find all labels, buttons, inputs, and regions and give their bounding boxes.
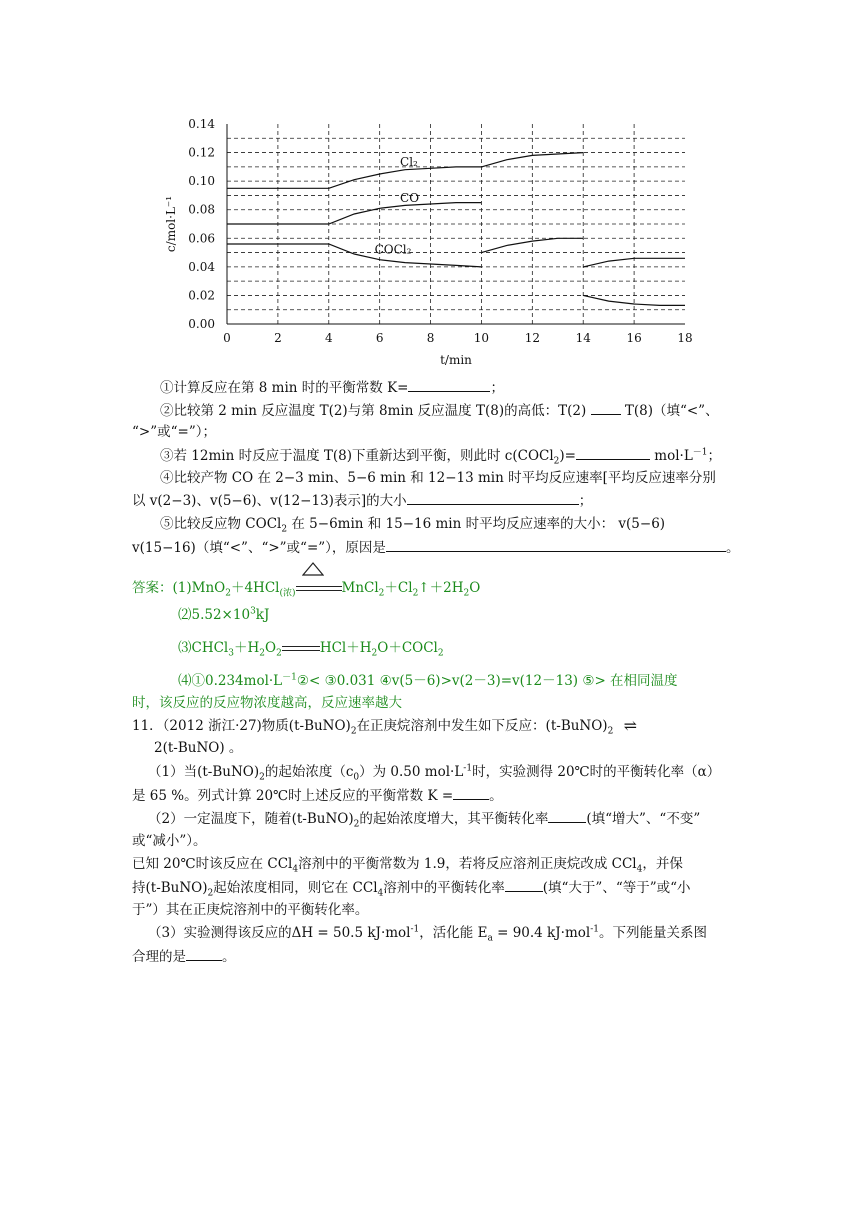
ans1-part: MnCl — [341, 580, 379, 596]
question-1 — [160, 377, 504, 398]
ans4-sup: －1 — [282, 672, 297, 683]
p2-part: (填“大于”、“等于”或“小 — [542, 880, 691, 896]
ans2-unit: kJ — [255, 607, 270, 623]
x-tick-label: 16 — [626, 331, 642, 345]
q5-end: 。 — [725, 540, 740, 556]
ans2-text: ⑵5.52×10 — [178, 607, 251, 623]
p3-part: ，活化能 E — [419, 925, 488, 941]
y-tick-label: 0.02 — [188, 288, 215, 303]
p1-part: 时，实验测得 20℃时的平衡转化率（α） — [472, 764, 721, 780]
p2-part: 溶剂中的平衡常数为 1.9，若将反应溶剂正庚烷改成 CCl — [298, 856, 637, 872]
ans1-part: ↑＋2H — [418, 580, 464, 596]
reversible-arrow-icon — [618, 721, 648, 733]
blank-conv — [548, 808, 586, 823]
equals-arrow-icon — [296, 583, 342, 595]
y-tick-label: 0.12 — [188, 145, 215, 160]
x-tick-label: 8 — [426, 331, 435, 345]
p3-part: 合理的是 — [132, 949, 186, 965]
x-tick-label: 4 — [324, 331, 333, 345]
p11-part: 11．（2012 浙江·27)物质(t-BuNO) — [132, 718, 351, 734]
ans3-part: O — [265, 640, 277, 656]
y-tick-label: 0.00 — [188, 317, 215, 331]
ans1-part: O — [469, 580, 481, 596]
p11-part: 2(t-BuNO) 。 — [154, 740, 243, 756]
p1-part: 的起始浓度（c — [264, 764, 354, 780]
q3-unit: mol·L — [654, 448, 693, 464]
p2-part: 的起始浓度增大，其平衡转化率 — [359, 811, 549, 827]
x-tick-label: 14 — [575, 331, 591, 345]
ans1-part: ＋4HCl — [230, 580, 280, 596]
answer-4-cont — [132, 693, 402, 713]
answer-label: 答案： — [132, 580, 173, 596]
p1-part: （1）当(t-BuNO) — [148, 764, 260, 780]
answer-3: $⑶CHCl_3+H_2O_2$ $HCl+H_2O+COCl_2$ — [178, 640, 444, 659]
part-3: （3）实验测得该反应的ΔH = 50.5 kJ·mol$^{-1}$，活化能 $E_a = 90.4$ kJ·mol$^{-1}$。下列能量关系图 — [148, 924, 707, 944]
p1-part: ）为 0.50 mol·L — [359, 764, 464, 780]
q3-text: ③若 12min 时反应于温度 T(8)下重新达到平衡，则此时 c(COCl — [160, 448, 554, 464]
y-tick-label: 0.06 — [188, 231, 215, 246]
series-line — [227, 203, 481, 224]
question-4-cont — [132, 490, 592, 511]
part-2-cont — [132, 831, 207, 851]
blank-1 — [408, 377, 490, 392]
x-tick-label: 2 — [274, 331, 282, 345]
part-2-known: 已知 20℃时该反应在 CCl$_4$溶剂中的平衡常数为 1.9，若将反应溶剂正庚烷改成 CCl$_4$，并保 — [132, 856, 683, 875]
series-line — [227, 167, 481, 188]
x-tick-label: 6 — [375, 331, 384, 345]
blank-diagram — [186, 946, 222, 961]
ans1-part: ＋Cl — [384, 580, 413, 596]
p2-part: 于”）其在正庚烷溶剂中的平衡转化率。 — [132, 902, 369, 918]
ans1-sub: (浓) — [279, 588, 296, 599]
p2-part: 起始浓度相同，则它在 CCl — [213, 880, 378, 896]
part-2: （2）一定温度下，随着$(t-BuNO)_2$的起始浓度增大，其平衡转化率 (填“增大”、“不变” — [148, 808, 700, 829]
series-label: CO — [400, 190, 420, 205]
ans4-part: 时，该反应的反应物浓度越高，反应速率越大 — [132, 695, 402, 711]
y-tick-label: 0.08 — [188, 202, 215, 217]
answer-4 — [178, 671, 678, 691]
p11-part: 在正庚烷溶剂中发生如下反应：(t-BuNO) — [356, 718, 608, 734]
p3-part: （3）实验测得该反应的ΔH = 50.5 kJ·mol — [148, 925, 411, 941]
blank-2 — [591, 400, 621, 415]
q1-end: ； — [490, 380, 504, 396]
x-tick-label: 12 — [524, 331, 540, 345]
q3-text-b: )= — [559, 448, 576, 464]
q4-text-b: 以 v(2−3)、v(5−6)、v(12−13)表示]的大小 — [132, 493, 407, 509]
heat-triangle-icon — [302, 562, 324, 576]
y-axis-label: c/mol·L⁻¹ — [164, 195, 178, 253]
x-tick-label: 0 — [223, 331, 231, 345]
y-tick-label: 0.14 — [188, 117, 215, 131]
blank-ccl4 — [505, 877, 543, 892]
problem-11-cont — [154, 738, 242, 758]
p3-part: 。 — [222, 949, 236, 965]
blank-5 — [386, 537, 726, 552]
blank-k — [453, 785, 489, 800]
p2-part: 或“减小”）。 — [132, 833, 207, 849]
ans4-part: ⑷①0.234mol·L — [178, 673, 283, 689]
problem-11: 11．（2012 浙江·27)物质$(t-BuNO)_2$在正庚烷溶剂中发生如下反应：$(t-BuNO)_2$ ⇌ — [132, 716, 648, 736]
chart-svg — [150, 110, 710, 370]
answer-1: 答案：(1)MnO$_2$＋4HCl$_{(浓)}$ $MnCl_2+Cl_2↑+2H_2O$ — [132, 580, 481, 599]
part-2-known-end — [132, 900, 368, 920]
ans1-part: (1)MnO — [172, 580, 226, 596]
x-tick-label: 10 — [473, 331, 490, 345]
y-tick-label: 0.04 — [188, 259, 215, 274]
p2-part: 已知 20℃时该反应在 CCl — [132, 856, 293, 872]
q5-text-b: 在 5−6min 和 15−16 min 时平均反应速率的大小： v(5−6) — [291, 516, 666, 532]
q4-end: ； — [578, 493, 593, 509]
q5-text-c: v(15−16)（填“<”、“>”或“=”），原因是 — [132, 540, 386, 556]
series-line — [227, 244, 481, 267]
p1-part: 。 — [489, 788, 503, 804]
question-2-cont — [132, 422, 216, 442]
p2-part: ，并保 — [642, 856, 683, 872]
p2-part: （2）一定温度下，随着(t-BuNO) — [148, 811, 354, 827]
ans3-part: HCl＋H — [319, 640, 372, 656]
q2-text: ②比较第 2 min 反应温度 T(2)与第 8min 反应温度 T(8)的高低：T(2) — [160, 403, 587, 419]
part-2-known-cont: 持$(t-BuNO)_2$起始浓度相同，则它在 CCl$_4$溶剂中的平衡转化率 (填“大于”、“等于”或“小 — [132, 877, 691, 898]
p3-part: = 90.4 kJ·mol — [492, 925, 591, 941]
series-label: Cl₂ — [400, 155, 418, 170]
q2-text-c: “>”或“=”）； — [132, 424, 216, 440]
q4-text: ④比较产物 CO 在 2−3 min、5−6 min 和 12−13 min 时平均反应速率[平均反应速率分别 — [160, 470, 716, 486]
q3-end: ； — [707, 448, 722, 464]
ans4-part: ②< ③0.031 ④v(5－6)>v(2－3)=v(12－13) ⑤> 在相同温度 — [296, 673, 678, 689]
question-3: ③若 12min 时反应于温度 T(8)下重新达到平衡，则此时 c(COCl$_2$)= $mol\cdot L^{-1}$； — [160, 445, 721, 466]
y-tick-label: 0.10 — [188, 174, 215, 189]
ans3-part: O＋COCl — [377, 640, 438, 656]
blank-4 — [407, 490, 579, 505]
answer-2 — [178, 605, 269, 625]
equals-arrow-icon — [282, 643, 320, 655]
p2-part: 持(t-BuNO) — [132, 880, 208, 896]
part-1-cont — [132, 785, 503, 806]
q5-text: ⑤比较反应物 COCl — [160, 516, 282, 532]
concentration-time-chart — [150, 110, 710, 370]
q1-text: ①计算反应在第 8 min 时的平衡常数 K= — [160, 380, 409, 396]
p3-part: 。下列能量关系图 — [598, 925, 707, 941]
question-5-cont — [132, 537, 739, 558]
ans3-part: ⑶CHCl — [178, 640, 229, 656]
part-1: （1）当$(t-BuNO)_2$的起始浓度$(c_0)$为 0.50 $mol\cdot L^{-1}$时，实验测得 20℃时的平衡转化率（α） — [148, 763, 721, 783]
question-2 — [160, 400, 719, 421]
blank-3 — [576, 445, 650, 460]
part-3-cont — [132, 946, 236, 967]
ans2-sup: 3 — [250, 606, 256, 617]
x-axis-label: t/min — [440, 353, 472, 367]
question-5: ⑤比较反应物 COCl$_2$ 在 5−6min 和 15−16 min 时平均反应速率的大小： v(5−6) — [160, 516, 666, 535]
p2-part: (填“增大”、“不变” — [586, 811, 701, 827]
q2-text-b: T(8)（填“<”、 — [624, 403, 719, 419]
p2-part: 溶剂中的平衡转化率 — [383, 880, 505, 896]
p1-part: 是 65 %。列式计算 20℃时上述反应的平衡常数 K = — [132, 788, 454, 804]
question-4 — [160, 468, 716, 488]
series-label: COCl₂ — [374, 242, 412, 257]
ans3-part: ＋H — [233, 640, 260, 656]
x-tick-label: 18 — [677, 331, 693, 345]
